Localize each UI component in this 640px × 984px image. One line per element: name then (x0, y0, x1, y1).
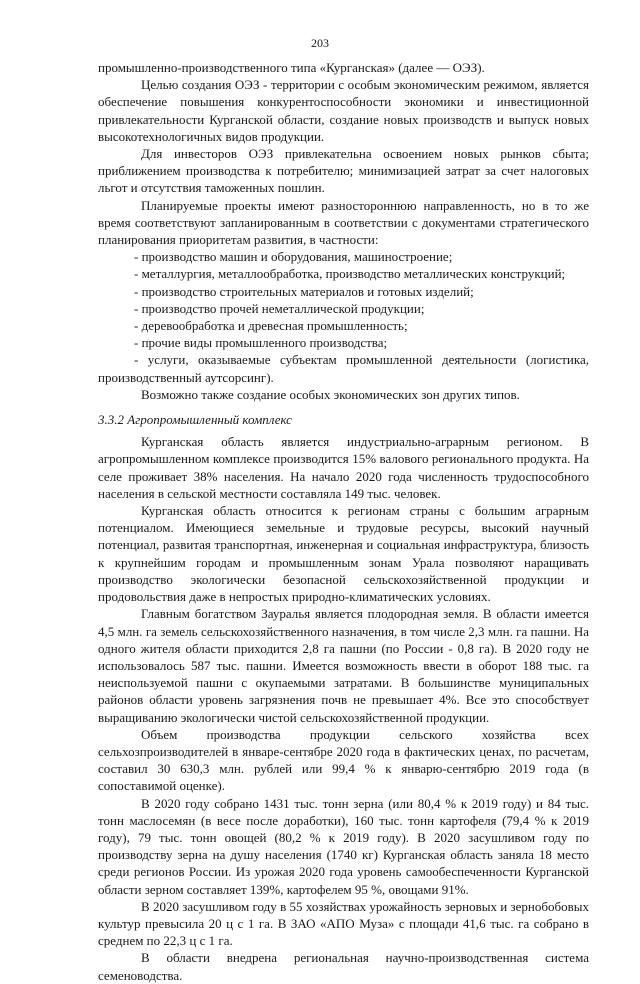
paragraph: промышленно-производственного типа «Курганская» (далее — ОЭЗ). (98, 60, 485, 75)
paragraph: Для инвесторов ОЭЗ привлекательна освоением новых рынков сбыта; приближением производства к потребителю; минимизацией затрат за счет налоговых льгот и отсутствия таможенных пошлин. (98, 146, 589, 196)
page-body (98, 59, 589, 984)
section-heading: 3.3.2 Агропромышленный комплекс (98, 412, 292, 428)
list-item: - металлургия, металлообработка, производство металлических конструкций; (134, 266, 566, 282)
paragraph: В 2020 засушливом году в 55 хозяйствах урожайность зерновых и зернобобовых культур превысила 20 ц с 1 га. В ЗАО «АПО Муза» с площади 41,6 тыс. га собрано в среднем по 22,3 ц с 1 га. (98, 898, 589, 949)
list-item: - прочие виды промышленного производства; (134, 335, 388, 351)
paragraph: Курганская область относится к регионам страны с большим аграрным потенциалом. Имеющиеся земельные и трудовые ресурсы, высокий научный потенциал, развитая транспортная, инженерная и социальная инфраструктура, близость к крупнейшим городам и промышленным зонам Урала позволяют наращивать производство экологически безопасной сельскохозяйственной продукции и продовольствия даже в непростых природно-климатических условиях. (98, 503, 589, 605)
paragraph: Возможно также создание особых экономических зон других типов. (141, 386, 520, 402)
paragraph: Главным богатством Зауралья является плодородная земля. В области имеется 4,5 млн. га земель сельскохозяйственного назначения, в том числе 2,3 млн. га пашни. На одного жителя области приходится 2,8 га пашни (по России - 0,8 га). В 2020 году не использовалось 587 тыс. пашни. Имеется возможность ввести в оборот 188 тыс. га неиспользуемой пашни с окупаемыми затратами. В большинстве муниципальных районов области уровень загрязнения почв не превышает 4%. Все это способствует выращиванию экологически чистой сельскохозяйственной продукции. (98, 606, 589, 725)
paragraph: Курганская область является индустриально-аграрным регионом. В агропромышленном комплексе производится 15% валового регионального продукта. На селе проживает 38% населения. На начало 2020 года численность трудоспособного населения в сельской местности составляла 149 тыс. человек. (98, 434, 589, 501)
paragraph: Планируемые проекты имеют разностороннюю направленность, но в то же время соответствуют запланированным в соответствии с документами стратегического планирования приоритетам развития, в частности: (98, 197, 589, 248)
page-number: 203 (311, 36, 329, 50)
paragraph: Объем производства продукции сельского хозяйства всех сельхозпроизводителей в январе-сентябре 2020 года в фактических ценах, по расчетам, составил 30 630,3 млн. рублей или 99,4 % к январю-сентябрю 2019 года (в сопоставимой оценке). (98, 726, 589, 794)
list-item: - производство строительных материалов и готовых изделий; (134, 283, 474, 299)
list-item: - производство машин и оборудования, машиностроение; (134, 249, 453, 265)
list-item: - услуги, оказываемые субъектам промышленной деятельности (логистика, производственный аутсорсинг). (98, 352, 589, 385)
list-item: - деревообработка и древесная промышленность; (134, 318, 408, 334)
paragraph: В области внедрена региональная научно-производственная система семеноводства. (98, 950, 589, 983)
paragraph: Целью создания ОЭЗ - территории с особым экономическим режимом, является обеспечение повышения конкурентоспособности экономики и инвестиционной привлекательности Курганской области, создание новых производств и выпуск новых высокотехнологичных видов продукции. (98, 77, 589, 144)
list-item: - производство прочей неметаллической продукции; (134, 300, 425, 316)
paragraph: В 2020 году собрано 1431 тыс. тонн зерна (или 80,4 % к 2019 году) и 84 тыс. тонн маслосемян (в весе после доработки), 160 тыс. тонн картофеля (79,4 % к 2019 году), 79 тыс. тонн овощей (80,2 % к 2019 году). В 2020 засушливом году по производству зерна на душу населения (1740 кг) Курганская область заняла 18 место среди регионов России. Из урожая 2020 года уровень самообеспеченности Курганской области зерном составляет 139%, картофелем 95 %, овощами 91%. (98, 795, 589, 897)
